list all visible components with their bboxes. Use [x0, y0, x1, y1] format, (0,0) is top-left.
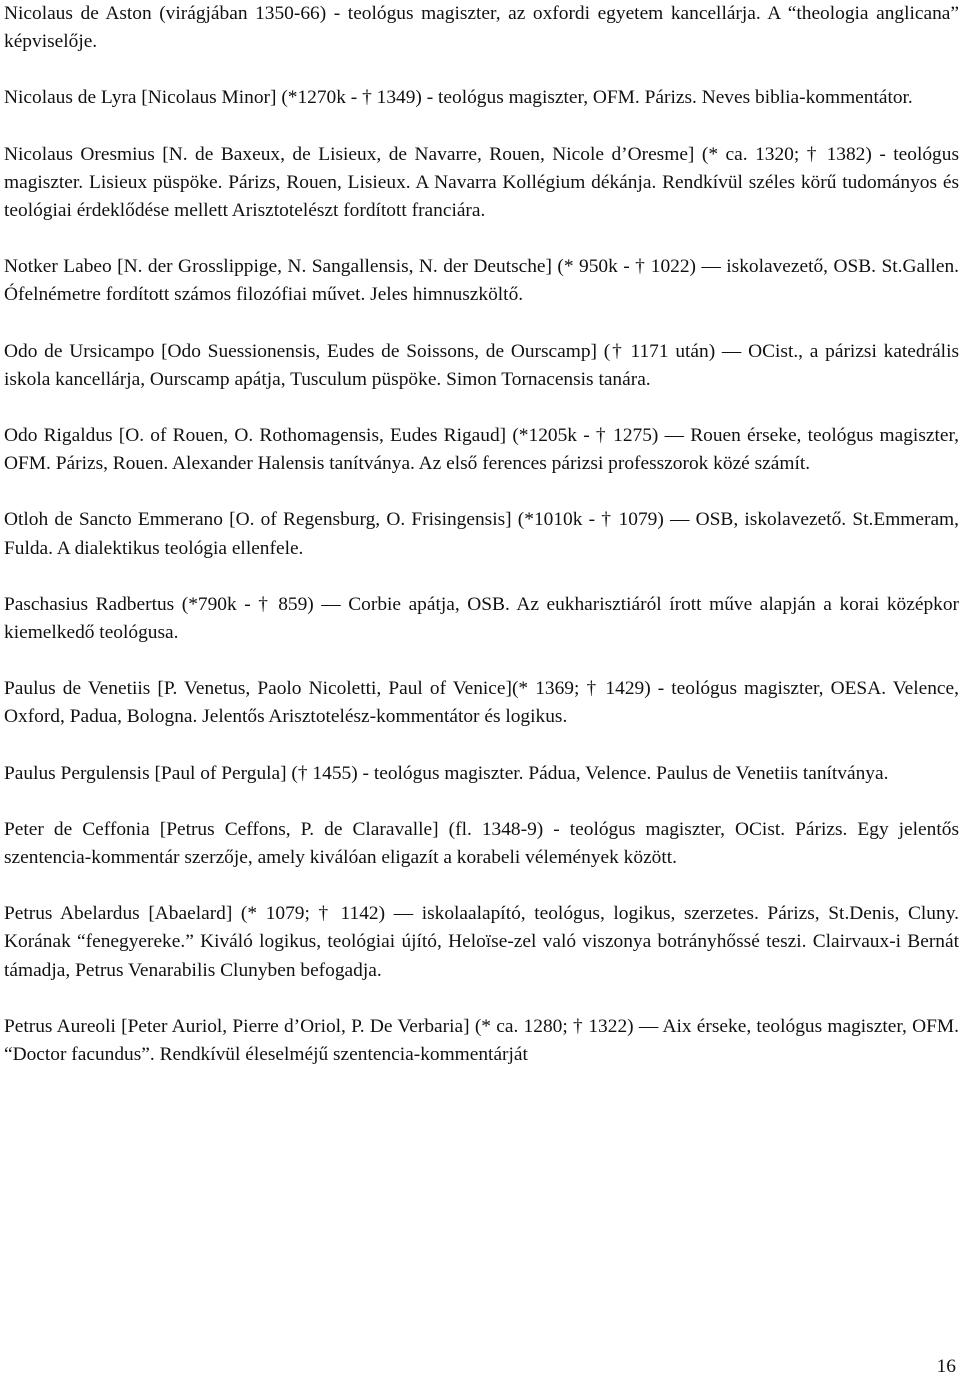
- entry-petrus-abelardus: Petrus Abelardus [Abaelard] (* 1079; † 1142) — iskolaalapító, teológus, logikus, szerzetes. Párizs, St.Denis, Cluny. Korának “fenegyereke.” Kiváló logikus, teológiai újító, Heloïse-zel való viszonya botrányhőssé teszi. Clairvaux-i Bernát támadja, Petrus Venarabilis Clunyben befogadja.: [4, 903, 959, 981]
- entry-petrus-aureoli: Petrus Aureoli [Peter Auriol, Pierre d’Oriol, P. De Verbaria] (* ca. 1280; † 1322) — Aix érseke, teológus magiszter, OFM. “Doctor facundus”. Rendkívül éleselméjű szentencia-kommentárját: [4, 1015, 959, 1066]
- page-number: 16: [936, 1356, 956, 1377]
- entry-paulus-pergulensis: Paulus Pergulensis [Paul of Pergula] († 1455) - teológus magiszter. Pádua, Velence. Paulus de Venetiis tanítványa.: [4, 762, 889, 784]
- entry-peter-de-ceffonia: Peter de Ceffonia [Petrus Ceffons, P. de Claravalle] (fl. 1348-9) - teológus magiszter, OCist. Párizs. Egy jelentős szentencia-kommentár szerzője, amely kiválóan eligazít a korabeli vélemények között.: [4, 818, 959, 869]
- entry-nicolaus-de-aston: Nicolaus de Aston (virágjában 1350-66) - teológus magiszter, az oxfordi egyetem kancellárja. A “theologia anglicana” képviselője.: [4, 3, 959, 53]
- entry-paschasius-radbertus: Paschasius Radbertus (*790k - † 859) — Corbie apátja, OSB. Az eukharisztiáról írott műve alapján a korai középkor kiemelkedő teológusa.: [4, 593, 959, 644]
- entry-odo-de-ursicampo: Odo de Ursicampo [Odo Suessionensis, Eudes de Soissons, de Ourscamp] († 1171 után) — OCist., a párizsi katedrális iskola kancellárja, Ourscamp apátja, Tusculum püspöke. Simon Tornacensis tanára.: [4, 340, 959, 390]
- entry-odo-rigaldus: Odo Rigaldus [O. of Rouen, O. Rothomagensis, Eudes Rigaud] (*1205k - † 1275) — Rouen érseke, teológus magiszter, OFM. Párizs, Rouen. Alexander Halensis tanítványa. Az első ferences párizsi professzorok közé számít.: [4, 425, 959, 475]
- entry-nicolaus-de-lyra: Nicolaus de Lyra [Nicolaus Minor] (*1270k - † 1349) - teológus magiszter, OFM. Párizs. Neves biblia-kommentátor.: [4, 87, 913, 109]
- entry-paulus-de-venetiis: Paulus de Venetiis [P. Venetus, Paolo Nicoletti, Paul of Venice](* 1369; † 1429) - teológus magiszter, OESA. Velence, Oxford, Padua, Bologna. Jelentős Arisztotelész-kommentátor és logikus.: [4, 678, 959, 728]
- entry-nicolaus-oresmius: Nicolaus Oresmius [N. de Baxeux, de Lisieux, de Navarre, Rouen, Nicole d’Oresme] (* ca. 1320; † 1382) - teológus magiszter. Lisieux püspöke. Párizs, Rouen, Lisieux. A Navarra Kollégium dékánja. Rendkívül széles körű tudományos és teológiai érdeklődése mellett Arisztotelészt fordított franciára.: [4, 143, 959, 222]
- entry-otloh-de-sancto-emmerano: Otloh de Sancto Emmerano [O. of Regensburg, O. Frisingensis] (*1010k - † 1079) — OSB, iskolavezető. St.Emmeram, Fulda. A dialektikus teológia ellenfele.: [4, 509, 959, 559]
- entry-notker-labeo: Notker Labeo [N. der Grosslippige, N. Sangallensis, N. der Deutsche] (* 950k - † 1022) — iskolavezető, OSB. St.Gallen. Ófelnémetre fordított számos filozófiai művet. Jeles himnuszköltő.: [4, 256, 959, 306]
- document-page: [4, 0, 959, 1097]
